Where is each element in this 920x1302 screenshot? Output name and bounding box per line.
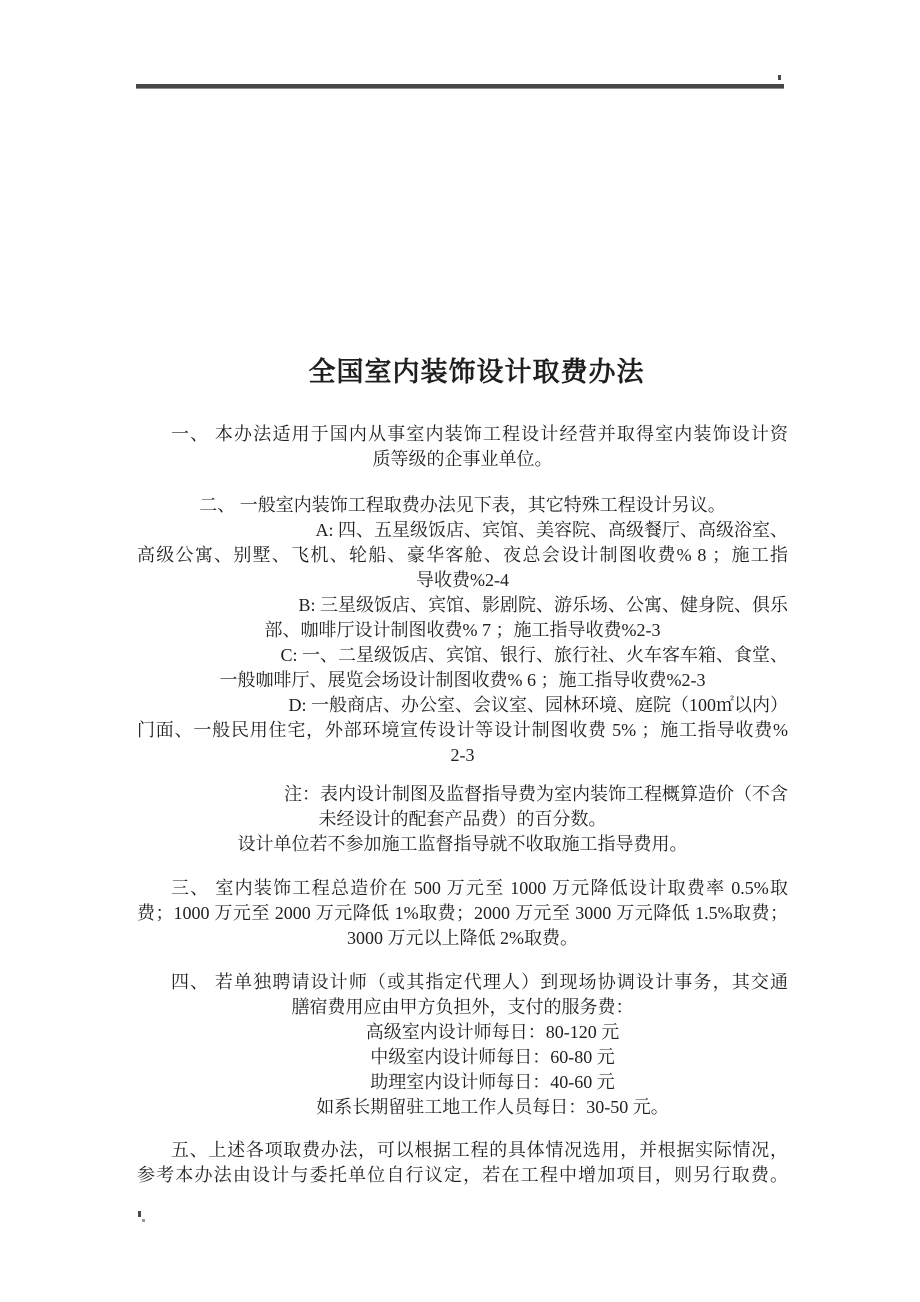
paragraph-1: [137, 422, 788, 472]
stray-mark-top-right: [778, 75, 781, 80]
note-paragraph: [137, 782, 788, 857]
text-line: 膳宿费用应由甲方负担外，支付的服务费：: [291, 997, 634, 1017]
text-line: 参考本办法由设计与委托单位自行议定，若在工程中增加项目，则另行取费。: [137, 1165, 788, 1185]
text-line: 高级公寓、别墅、飞机、轮船、豪华客舱、夜总会设计制图收费% 8 ；施工指: [137, 545, 788, 565]
text-line: 五、上述各项取费办法，可以根据工程的具体情况选用，并根据实际情况，: [171, 1140, 788, 1160]
text-line: 导收费%2-4: [416, 570, 509, 590]
text-line-grade-b: B: 三星级饭店、宾馆、影剧院、游乐场、公寓、健身院、俱乐: [298, 595, 788, 615]
paragraph-5: [137, 1138, 788, 1188]
text-line-fee-assistant: 助理室内设计师每日：40-60 元: [370, 1072, 615, 1092]
document-title: 全国室内装饰设计取费办法: [308, 357, 645, 387]
text-line: 注：表内设计制图及监督指导费为室内装饰工程概算造价（不含: [284, 784, 788, 804]
text-line: 3000 万元以上降低 2%取费。: [347, 928, 578, 948]
text-line-fee-mid: 中级室内设计师每日：60-80 元: [370, 1047, 615, 1067]
header-rule: [136, 84, 784, 89]
text-line: 四、 若单独聘请设计师（或其指定代理人）到现场协调设计事务，其交通: [171, 972, 788, 992]
text-line: 费；1000 万元至 2000 万元降低 1%取费；2000 万元至 3000 万元降低 1.5%取费；: [137, 903, 788, 923]
paragraph-4: [137, 970, 788, 1120]
text-line-grade-a: A: 四、五星级饭店、宾馆、美容院、高级餐厅、高级浴室、: [315, 520, 788, 540]
text-line: 三、 室内装饰工程总造价在 500 万元至 1000 万元降低设计取费率 0.5%取: [171, 878, 788, 898]
text-line-fee-senior: 高级室内设计师每日：80-120 元: [365, 1022, 620, 1042]
text-line: 质等级的企事业单位。: [372, 449, 553, 469]
text-line: 设计单位若不参加施工监督指导就不收取施工指导费用。: [237, 834, 688, 854]
text-line-grade-c: C: 一、二星级饭店、宾馆、银行、旅行社、火车客车箱、食堂、: [280, 645, 788, 665]
stray-mark-bottom-1: [138, 1211, 141, 1217]
text-line: 二、 一般室内装饰工程取费办法见下表，其它特殊工程设计另议。: [199, 495, 726, 515]
text-line: 门面、一般民用住宅，外部环境宣传设计等设计制图收费 5% ；施工指导收费%: [137, 720, 788, 740]
text-line: 2-3: [450, 745, 475, 765]
text-line: 部、咖啡厅设计制图收费% 7 ；施工指导收费%2-3: [264, 620, 661, 640]
text-line-grade-d: D: 一般商店、办公室、会议室、园林环境、庭院（100㎡以内）: [288, 695, 788, 715]
text-line: 一般咖啡厅、展览会场设计制图收费% 6 ；施工指导收费%2-3: [219, 670, 706, 690]
stray-mark-bottom-2: [142, 1219, 145, 1222]
paragraph-3: [137, 876, 788, 951]
text-line-fee-resident: 如系长期留驻工地工作人员每日：30-50 元。: [316, 1097, 669, 1117]
paragraph-2: [137, 493, 788, 768]
text-line: 一、 本办法适用于国内从事室内装饰工程设计经营并取得室内装饰设计资: [171, 424, 788, 444]
text-line: 未经设计的配套产品费）的百分数。: [318, 809, 607, 829]
